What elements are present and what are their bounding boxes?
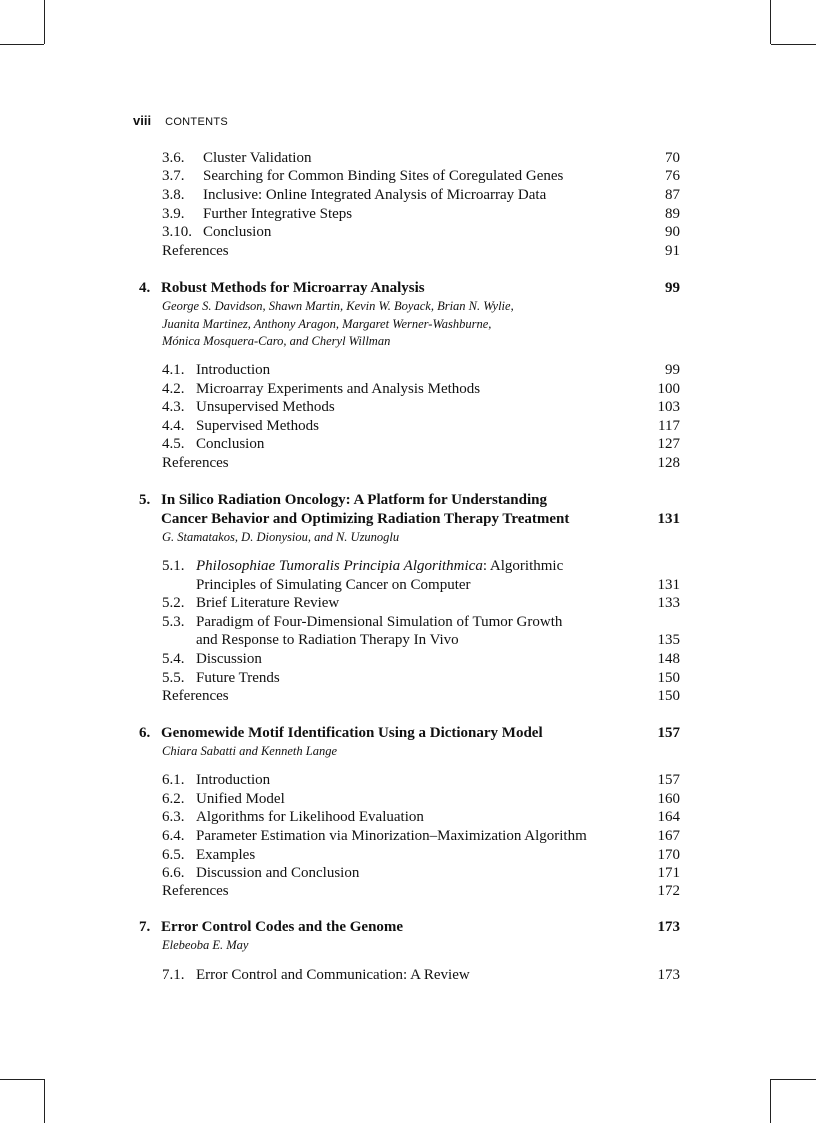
toc-entry[interactable] — [0, 361, 816, 379]
page-ref: 131 — [657, 511, 680, 527]
page-ref: 133 — [657, 595, 680, 611]
page-ref: 164 — [657, 809, 680, 825]
toc-entry[interactable] — [0, 149, 816, 167]
page-ref: 127 — [657, 436, 680, 452]
toc-entry[interactable] — [0, 205, 816, 223]
page-ref: 117 — [658, 418, 680, 434]
section-number: 6.1. — [162, 772, 185, 788]
chapter-heading-continued[interactable] — [0, 510, 816, 528]
section-number: 5.1. — [162, 558, 185, 574]
references-label: References — [162, 883, 229, 899]
crop-mark — [44, 1079, 45, 1123]
page-ref: 91 — [665, 243, 680, 259]
toc-entry[interactable] — [0, 594, 816, 612]
chapter-heading[interactable] — [0, 724, 816, 742]
chapter-number: 6. — [139, 725, 151, 741]
section-number: 4.4. — [162, 418, 185, 434]
chapter-heading[interactable] — [0, 279, 816, 297]
section-number: 6.3. — [162, 809, 185, 825]
toc-entry-continued[interactable] — [0, 631, 816, 649]
section-title: Examples — [196, 847, 256, 863]
page-ref: 160 — [657, 791, 680, 807]
section-number: 5.3. — [162, 614, 185, 630]
section-title: Cluster Validation — [203, 150, 312, 166]
page-ref: 171 — [657, 865, 680, 881]
section-number: 6.6. — [162, 865, 185, 881]
toc-entry[interactable] — [0, 790, 816, 808]
section-number: 4.5. — [162, 436, 185, 452]
section-title: Principles of Simulating Cancer on Computer — [196, 577, 471, 593]
crop-mark — [770, 0, 771, 44]
page-ref: 89 — [665, 206, 680, 222]
toc-entry[interactable] — [0, 771, 816, 789]
section-number: 3.6. — [162, 150, 185, 166]
section-number: 3.8. — [162, 187, 185, 203]
toc-references[interactable] — [0, 882, 816, 900]
section-title: and Response to Radiation Therapy In Vivo — [196, 632, 459, 648]
section-number: 5.4. — [162, 651, 185, 667]
toc-entry[interactable] — [0, 167, 816, 185]
section-title: Searching for Common Binding Sites of Coregulated Genes — [203, 168, 564, 184]
page-ref: 167 — [657, 828, 680, 844]
crop-mark — [770, 1079, 771, 1123]
toc-entry-continued[interactable] — [0, 576, 816, 594]
crop-mark — [44, 0, 45, 44]
section-title: Conclusion — [203, 224, 272, 240]
chapter-title: In Silico Radiation Oncology: A Platform for Understanding — [161, 492, 548, 508]
section-title: Parameter Estimation via Minorization–Maximization Algorithm — [196, 828, 587, 844]
toc-entry[interactable] — [0, 186, 816, 204]
page-ref: 150 — [657, 688, 680, 704]
page-ref: 173 — [657, 919, 680, 935]
section-title: Conclusion — [196, 436, 265, 452]
toc-entry[interactable] — [0, 650, 816, 668]
references-label: References — [162, 455, 229, 471]
chapter-authors: Elebeoba E. May — [162, 938, 249, 952]
chapter-authors: George S. Davidson, Shawn Martin, Kevin W. Boyack, Brian N. Wylie, — [162, 299, 514, 313]
page-ref: 173 — [657, 967, 680, 983]
page-ref: 99 — [665, 280, 680, 296]
toc-entry[interactable] — [0, 435, 816, 453]
crop-mark — [0, 44, 44, 45]
italic-title: Philosophiae Tumoralis Principia Algorithmica — [196, 558, 483, 574]
toc-entry[interactable] — [0, 808, 816, 826]
section-title: Microarray Experiments and Analysis Methods — [196, 381, 481, 397]
section-number: 5.5. — [162, 670, 185, 686]
toc-references[interactable] — [0, 687, 816, 705]
chapter-heading[interactable] — [0, 918, 816, 936]
chapter-number: 7. — [139, 919, 151, 935]
toc-entry[interactable] — [0, 966, 816, 984]
section-number: 3.7. — [162, 168, 185, 184]
page-ref: 90 — [665, 224, 680, 240]
toc-entry[interactable] — [0, 380, 816, 398]
section-title — [196, 557, 563, 575]
section-title: Discussion — [196, 651, 262, 667]
section-number: 4.2. — [162, 381, 185, 397]
chapter-title: Cancer Behavior and Optimizing Radiation Therapy Treatment — [161, 511, 570, 527]
section-number: 3.9. — [162, 206, 185, 222]
page-ref: 87 — [665, 187, 680, 203]
page-ref: 103 — [657, 399, 680, 415]
chapter-heading[interactable] — [0, 491, 816, 509]
title-rest: : Algorithmic — [482, 558, 564, 574]
toc-entry[interactable] — [0, 669, 816, 687]
toc-entry[interactable] — [0, 557, 816, 575]
chapter-authors: Mónica Mosquera-Caro, and Cheryl Willman — [162, 334, 391, 348]
page-ref: 100 — [657, 381, 680, 397]
crop-mark — [771, 44, 816, 45]
toc-references[interactable] — [0, 242, 816, 260]
page-ref: 157 — [657, 725, 680, 741]
toc-entry[interactable] — [0, 223, 816, 241]
page-ref: 150 — [657, 670, 680, 686]
chapter-number: 4. — [139, 280, 151, 296]
section-number: 4.3. — [162, 399, 185, 415]
chapter-title: Robust Methods for Microarray Analysis — [161, 280, 425, 296]
section-number: 6.4. — [162, 828, 185, 844]
section-number: 6.5. — [162, 847, 185, 863]
page-ref: 70 — [665, 150, 680, 166]
section-title: Introduction — [196, 362, 271, 378]
chapter-number: 5. — [139, 492, 151, 508]
toc-references[interactable] — [0, 454, 816, 472]
crop-mark — [771, 1079, 816, 1080]
section-title: Paradigm of Four-Dimensional Simulation of Tumor Growth — [196, 614, 563, 630]
page-ref: 135 — [657, 632, 680, 648]
section-title: Unified Model — [196, 791, 285, 807]
chapter-title: Genomewide Motif Identification Using a Dictionary Model — [161, 725, 543, 741]
page-number: viii — [133, 113, 152, 128]
section-title: Algorithms for Likelihood Evaluation — [196, 809, 424, 825]
page-ref: 170 — [657, 847, 680, 863]
section-title: Discussion and Conclusion — [196, 865, 360, 881]
section-number: 7.1. — [162, 967, 185, 983]
references-label: References — [162, 243, 229, 259]
section-title: Brief Literature Review — [196, 595, 340, 611]
toc-entry[interactable] — [0, 864, 816, 882]
section-title: Supervised Methods — [196, 418, 319, 434]
page-ref: 99 — [665, 362, 680, 378]
toc-entry[interactable] — [0, 613, 816, 631]
page-ref: 172 — [657, 883, 680, 899]
section-number: 3.10. — [162, 224, 192, 240]
section-title: Future Trends — [196, 670, 280, 686]
section-number: 4.1. — [162, 362, 185, 378]
chapter-authors: Chiara Sabatti and Kenneth Lange — [162, 744, 337, 758]
toc-entry[interactable] — [0, 398, 816, 416]
section-title: Inclusive: Online Integrated Analysis of Microarray Data — [203, 187, 547, 203]
section-title: Further Integrative Steps — [203, 206, 353, 222]
page-ref: 131 — [657, 577, 680, 593]
chapter-authors: Juanita Martinez, Anthony Aragon, Margaret Werner-Washburne, — [162, 317, 492, 331]
page-ref: 76 — [665, 168, 680, 184]
section-number: 6.2. — [162, 791, 185, 807]
section-number: 5.2. — [162, 595, 185, 611]
running-head-title: CONTENTS — [165, 116, 228, 128]
toc-entry[interactable] — [0, 827, 816, 845]
page-ref: 128 — [657, 455, 680, 471]
section-title: Error Control and Communication: A Review — [196, 967, 470, 983]
page-ref: 157 — [657, 772, 680, 788]
section-title: Introduction — [196, 772, 271, 788]
chapter-authors: G. Stamatakos, D. Dionysiou, and N. Uzunoglu — [162, 530, 400, 544]
references-label: References — [162, 688, 229, 704]
toc-entry[interactable] — [0, 846, 816, 864]
toc-entry[interactable] — [0, 417, 816, 435]
chapter-title: Error Control Codes and the Genome — [161, 919, 404, 935]
page-ref: 148 — [657, 651, 680, 667]
running-head — [133, 113, 228, 129]
section-title: Unsupervised Methods — [196, 399, 335, 415]
crop-mark — [0, 1079, 44, 1080]
